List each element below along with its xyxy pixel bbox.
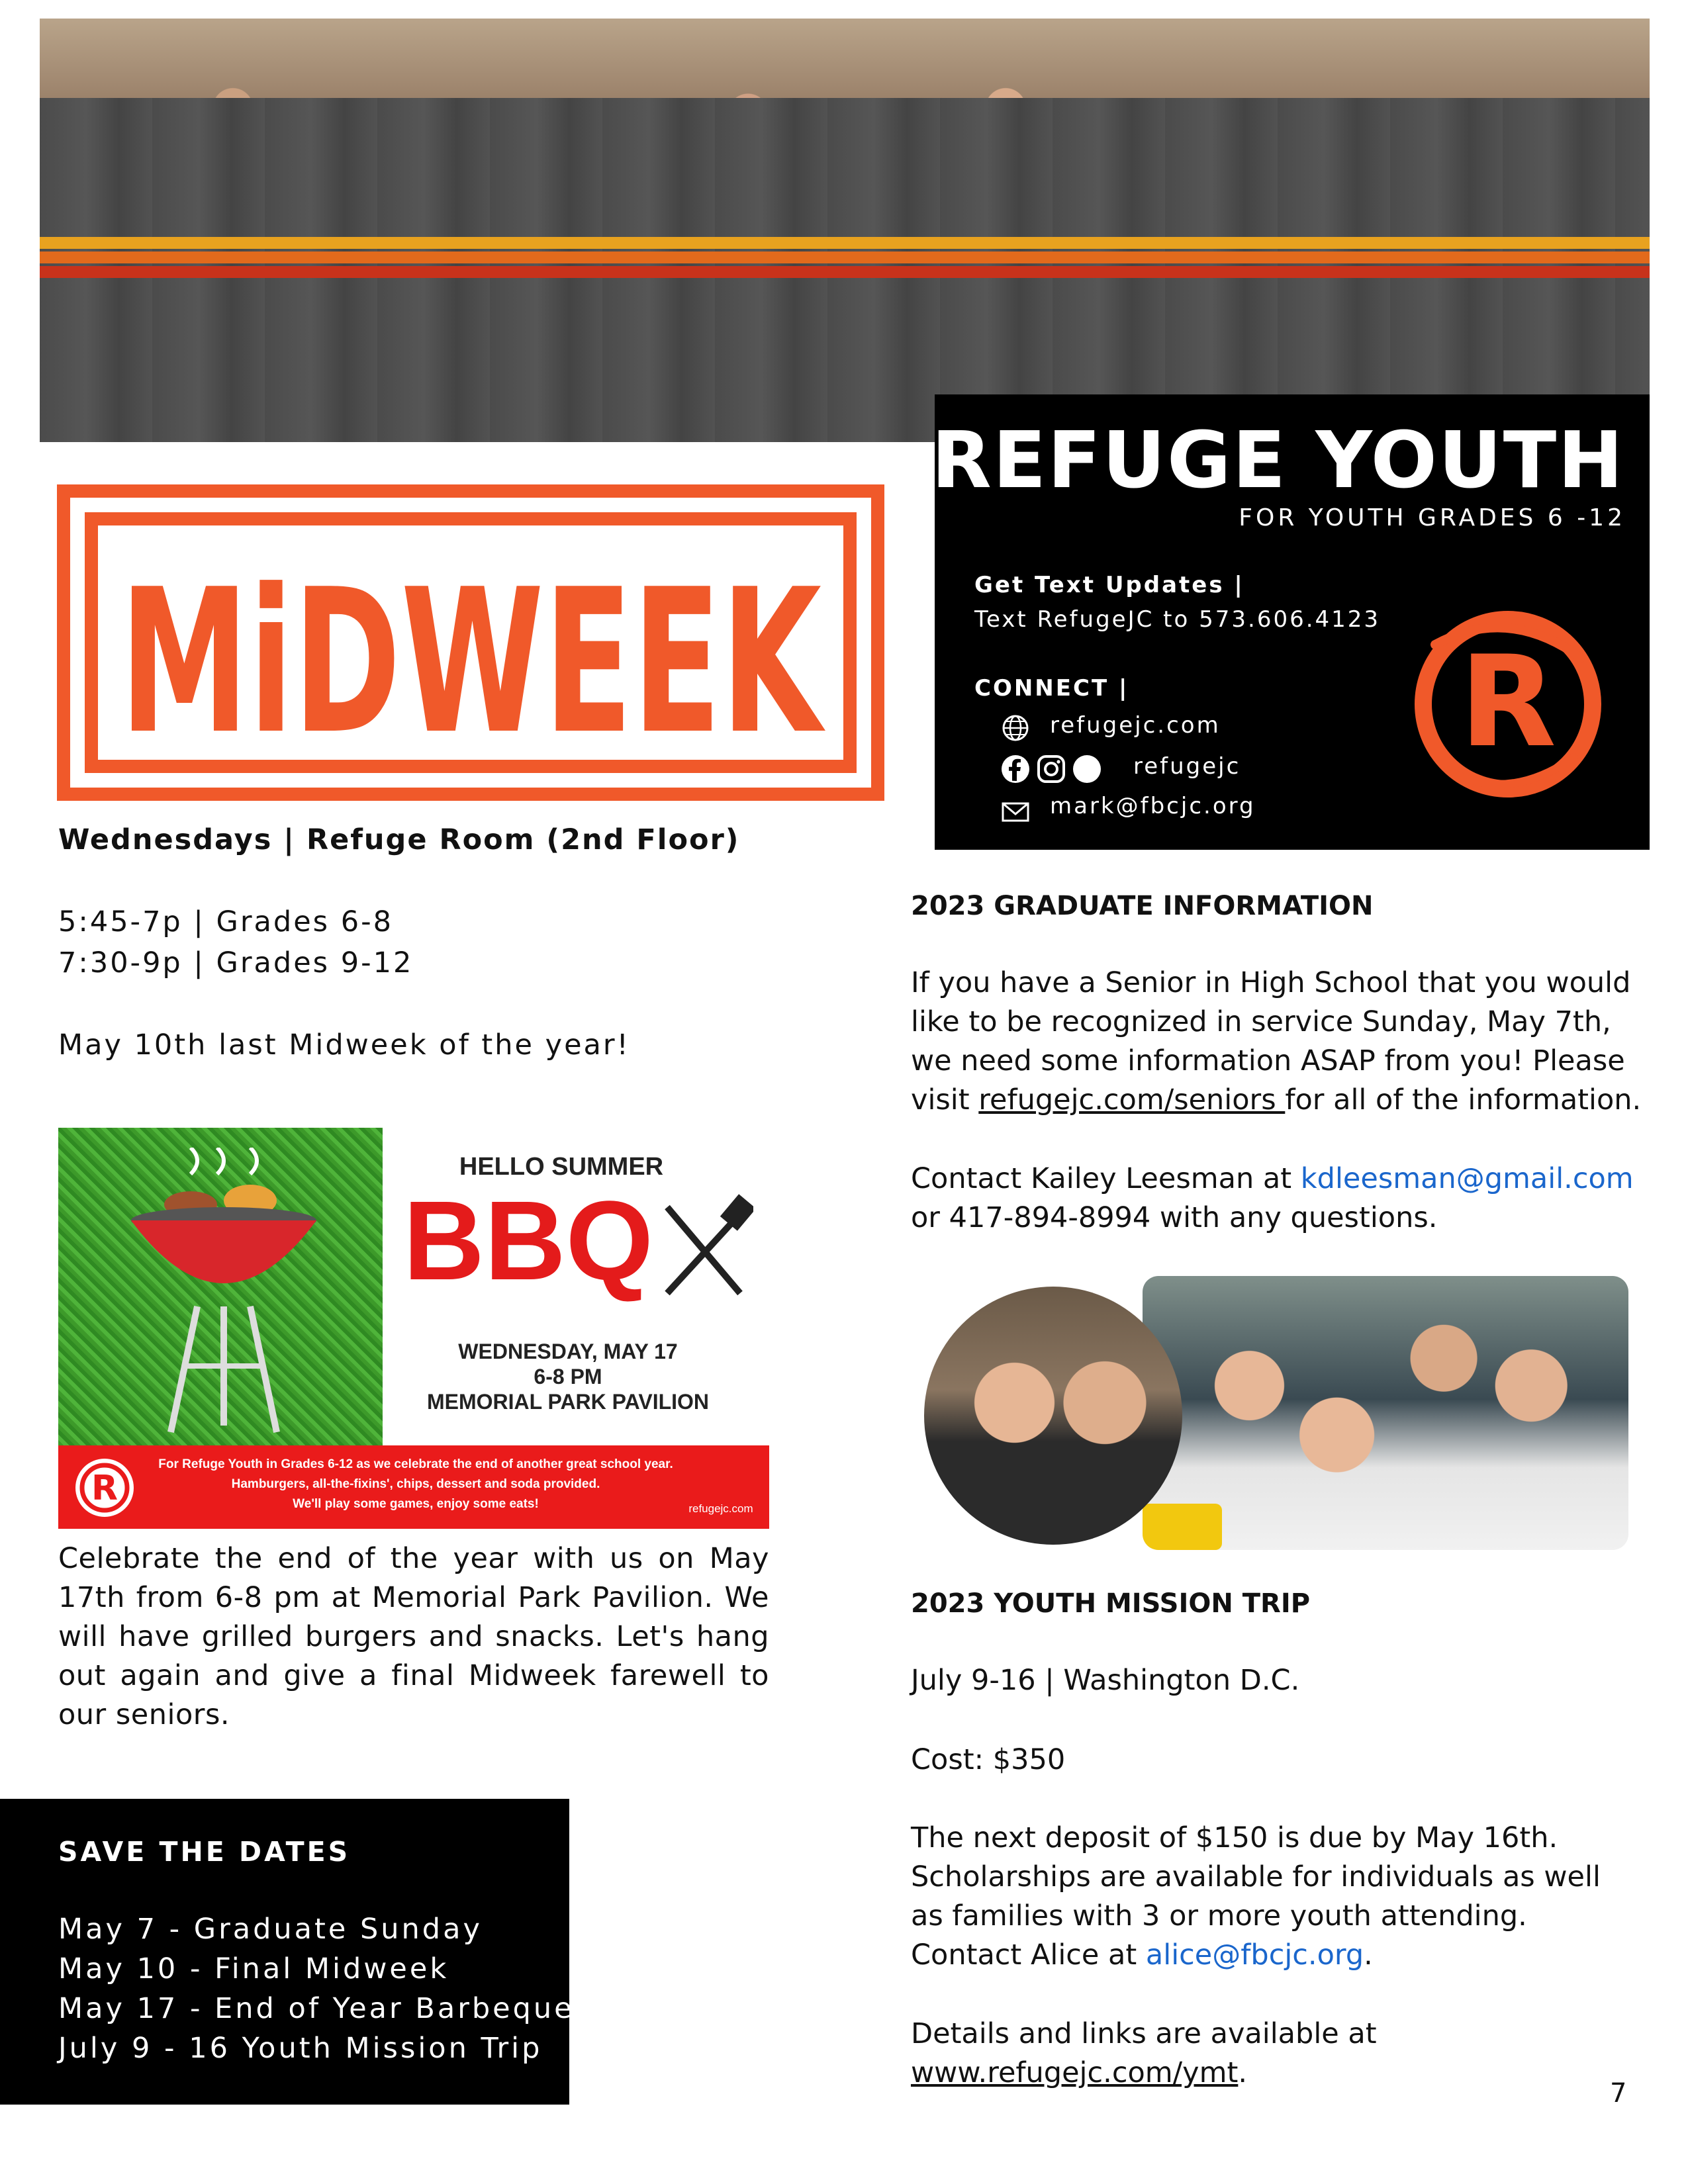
mail-icon bbox=[1001, 797, 1030, 826]
email-link[interactable]: mark@fbcjc.org bbox=[1050, 793, 1256, 819]
mission-paragraph bbox=[911, 1819, 1619, 1975]
bbq-flyer bbox=[58, 1128, 769, 1529]
bbq-date: WEDNESDAY, MAY 17 bbox=[458, 1340, 678, 1363]
seniors-link[interactable]: refugejc.com/seniors bbox=[978, 1083, 1286, 1116]
svg-text:R: R bbox=[1459, 629, 1557, 775]
bbq-band-line-2: Hamburgers, all-the-fixins', chips, dessert and soda provided. bbox=[231, 1477, 600, 1491]
save-date-item: May 7 - Graduate Sunday bbox=[58, 1913, 483, 1946]
save-date-item: May 17 - End of Year Barbeque bbox=[58, 1992, 575, 2025]
text-updates-label: Get Text Updates | bbox=[974, 572, 1244, 598]
alice-email-link[interactable]: alice@fbcjc.org bbox=[1145, 1938, 1364, 1972]
bbq-band-site: refugejc.com bbox=[688, 1502, 753, 1515]
social-handle[interactable]: refugejc bbox=[1133, 753, 1241, 780]
bbq-band-line-3: We'll play some games, enjoy some eats! bbox=[293, 1497, 539, 1511]
brand-title: REFUGE YOUTH bbox=[931, 414, 1624, 506]
contact-text-b: or 417-894-8994 with any questions. bbox=[911, 1201, 1438, 1234]
details-text-b: . bbox=[1238, 2056, 1248, 2089]
youth-circle-photo bbox=[924, 1287, 1182, 1545]
shirt-stripe bbox=[40, 251, 1650, 263]
youth-photos bbox=[924, 1276, 1628, 1550]
midweek-schedule-heading: Wednesdays | Refuge Room (2nd Floor) bbox=[58, 823, 740, 856]
mission-heading: 2023 YOUTH MISSION TRIP bbox=[911, 1588, 1311, 1619]
celebrate-paragraph: Celebrate the end of the year with us on May 17th from 6-8 pm at Memorial Park Pavilion. We will have grilled burgers and snacks. Let's hang out again and give a final Midweek farewell to our seniors. bbox=[58, 1542, 769, 1731]
mission-details bbox=[911, 2015, 1619, 2093]
mission-cost: Cost: $350 bbox=[911, 1743, 1066, 1776]
save-date-item: July 9 - 16 Youth Mission Trip bbox=[58, 2032, 543, 2065]
details-text-a: Details and links are available at bbox=[911, 2017, 1377, 2050]
mission-text-b: . bbox=[1364, 1938, 1373, 1972]
spatula-fork-icon bbox=[654, 1194, 753, 1300]
bbq-time: 6-8 PM bbox=[534, 1365, 602, 1388]
save-the-dates-heading: SAVE THE DATES bbox=[58, 1836, 351, 1868]
grill-icon bbox=[111, 1148, 336, 1439]
midweek-logo-text: MiDWEEK bbox=[120, 547, 827, 778]
bbq-band-line-1: For Refuge Youth in Grades 6-12 as we celebrate the end of another great school year. bbox=[158, 1457, 673, 1471]
instagram-icon[interactable] bbox=[1037, 754, 1066, 784]
refuge-r-logo bbox=[1409, 605, 1607, 803]
midweek-logo bbox=[57, 484, 884, 801]
refuge-youth-info-box bbox=[931, 394, 1650, 850]
bbq-place: MEMORIAL PARK PAVILION bbox=[426, 1390, 710, 1414]
save-the-dates-box bbox=[0, 1799, 575, 2105]
bbq-hello: HELLO SUMMER bbox=[459, 1153, 664, 1181]
text-updates-value: Text RefugeJC to 573.606.4123 bbox=[974, 606, 1381, 633]
youth-ride-photo bbox=[1143, 1276, 1628, 1550]
brand-subtitle: FOR YOUTH GRADES 6 -12 bbox=[1239, 504, 1626, 531]
website-link[interactable]: refugejc.com bbox=[1050, 712, 1221, 739]
bbq-title: BBQ bbox=[403, 1178, 653, 1304]
ymt-link[interactable]: www.refugejc.com/ymt bbox=[911, 2056, 1239, 2089]
midweek-time-2: 7:30-9p | Grades 9-12 bbox=[58, 946, 414, 979]
midweek-note: May 10th last Midweek of the year! bbox=[58, 1028, 630, 1062]
midweek-logo-art bbox=[57, 484, 884, 801]
graduate-paragraph-1 bbox=[911, 964, 1646, 1120]
graduate-heading: 2023 GRADUATE INFORMATION bbox=[911, 891, 1374, 921]
hero-group-photo bbox=[40, 19, 1650, 442]
page-number: 7 bbox=[1610, 2078, 1627, 2109]
contact-text-a: Contact Kailey Leesman at bbox=[911, 1162, 1301, 1195]
social-circle-icon[interactable] bbox=[1072, 754, 1102, 784]
save-date-item: May 10 - Final Midweek bbox=[58, 1952, 449, 1985]
mission-text-a: The next deposit of $150 is due by May 16th. Scholarships are available for individuals as well as families with 3 or more youth attending. Contact Alice at bbox=[911, 1821, 1601, 1972]
shirt-stripe bbox=[40, 266, 1650, 278]
svg-text:R: R bbox=[91, 1469, 118, 1508]
midweek-time-1: 5:45-7p | Grades 6-8 bbox=[58, 905, 393, 938]
facebook-icon[interactable] bbox=[1001, 754, 1030, 784]
kailey-email-link[interactable]: kdleesman@gmail.com bbox=[1300, 1162, 1634, 1195]
shirt-stripe bbox=[40, 237, 1650, 249]
globe-icon bbox=[1001, 713, 1030, 743]
refuge-r-small-logo bbox=[73, 1456, 136, 1520]
graduate-text-a: If you have a Senior in High School that you would like to be recognized in service Sunday, May 7th, we need some information ASAP from you! Please visit bbox=[911, 966, 1631, 1116]
mission-dates: July 9-16 | Washington D.C. bbox=[911, 1664, 1300, 1697]
ride-seat bbox=[1143, 1504, 1222, 1550]
graduate-text-b: for all of the information. bbox=[1285, 1083, 1642, 1116]
connect-label: CONNECT | bbox=[974, 675, 1129, 702]
graduate-paragraph-2 bbox=[911, 1160, 1646, 1238]
bbq-info-band bbox=[58, 1445, 769, 1529]
